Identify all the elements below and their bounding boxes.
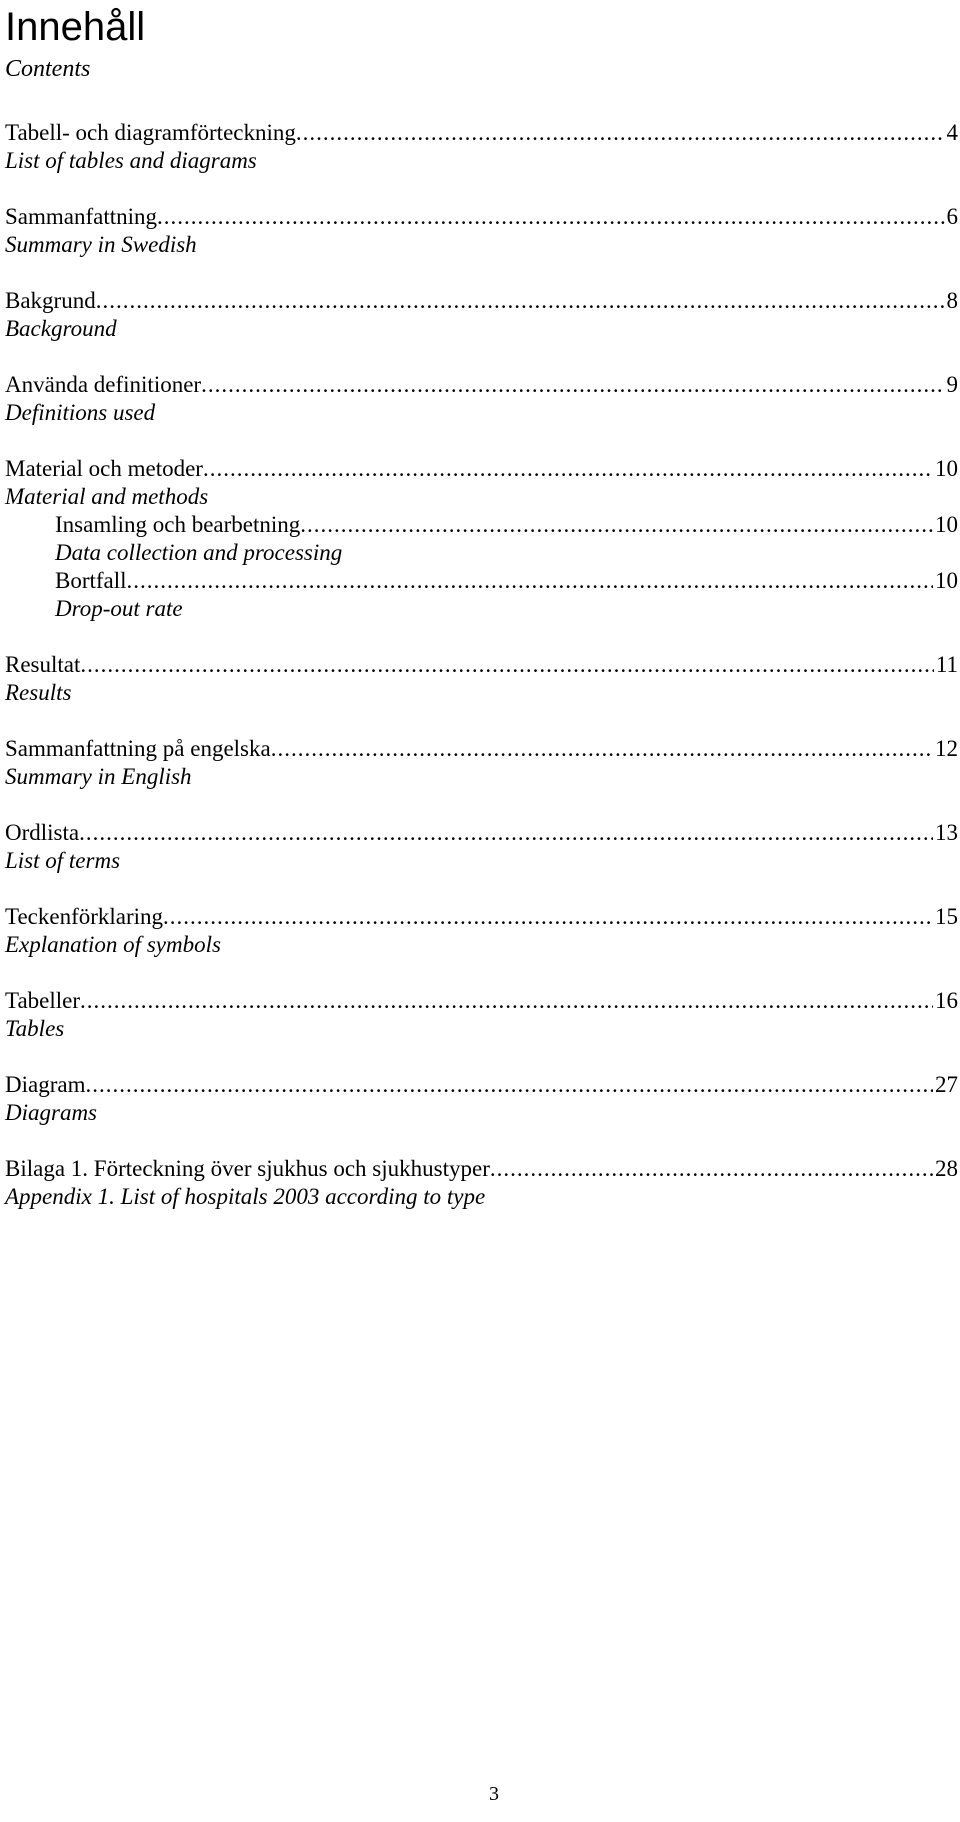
dot-leader [80, 987, 933, 1015]
toc-entry-english-title: Drop-out rate [55, 596, 183, 621]
toc-entry-page-number: 4 [946, 120, 958, 145]
toc-entry-title: Teckenförklaring [5, 904, 164, 929]
page-title: Innehåll [5, 5, 146, 49]
toc-entry-english-title: Definitions used [5, 400, 156, 425]
toc-entry[interactable] [5, 203, 960, 259]
page-subtitle: Contents [5, 56, 91, 82]
toc-entry-title: Bakgrund [5, 288, 96, 313]
toc-entry-english-title: Summary in English [5, 764, 192, 789]
toc-entry-page-number: 16 [935, 988, 958, 1013]
toc-entry-page-number: 11 [935, 652, 958, 677]
dot-leader [490, 1155, 933, 1183]
toc-entry-title: Bilaga 1. Förteckning över sjukhus och sjukhustyper [5, 1156, 490, 1181]
toc-entry-title: Sammanfattning [5, 204, 158, 229]
toc-entry-page-number: 10 [935, 456, 958, 481]
toc-entry[interactable] [5, 287, 960, 343]
toc-entry-english-title: Appendix 1. List of hospitals 2003 according to type [5, 1184, 486, 1209]
toc-entry-english-title: Explanation of symbols [5, 932, 221, 957]
table-of-contents [5, 119, 960, 1211]
dot-leader [296, 119, 945, 147]
toc-entry-english-title: Tables [5, 1016, 65, 1041]
toc-entry-page-number: 9 [946, 372, 958, 397]
toc-entry[interactable] [5, 735, 960, 791]
toc-entry[interactable] [5, 511, 960, 567]
toc-entry-title: Sammanfattning på engelska [5, 736, 271, 761]
toc-entry-line [55, 511, 958, 539]
toc-entry-page-number: 15 [935, 904, 958, 929]
toc-entry-title: Ordlista [5, 820, 80, 845]
toc-entry-line [5, 119, 958, 147]
toc-entry-line [5, 903, 958, 931]
toc-entry-english-title: List of terms [5, 848, 121, 873]
toc-entry-english-title: Results [5, 680, 72, 705]
toc-entry-title: Tabeller [5, 988, 81, 1013]
toc-entry-page-number: 10 [935, 512, 958, 537]
page-number: 3 [489, 1783, 499, 1805]
dot-leader [127, 567, 933, 595]
toc-entry-line [55, 567, 958, 595]
toc-entry-page-number: 8 [946, 288, 958, 313]
toc-entry[interactable] [5, 651, 960, 707]
toc-entry-line [5, 1155, 958, 1183]
dot-leader [157, 203, 944, 231]
dot-leader [163, 903, 933, 931]
toc-entry-title: Resultat [5, 652, 81, 677]
page-number-footer [0, 1782, 960, 1806]
toc-entry-line [5, 819, 958, 847]
toc-entry[interactable] [5, 819, 960, 875]
toc-entry[interactable] [5, 1071, 960, 1127]
toc-entry-title: Tabell- och diagramförteckning [5, 120, 296, 145]
dot-leader [201, 371, 944, 399]
toc-entry-title: Diagram [5, 1072, 86, 1097]
toc-entry-page-number: 28 [935, 1156, 958, 1181]
toc-entry[interactable] [5, 1155, 960, 1211]
toc-entry[interactable] [5, 567, 960, 623]
toc-entry-line [5, 371, 958, 399]
toc-entry-english-title: Summary in Swedish [5, 232, 197, 257]
toc-entry-english-title: Diagrams [5, 1100, 98, 1125]
toc-entry-title: Material och metoder [5, 456, 203, 481]
toc-entry-english-title: Material and methods [5, 484, 209, 509]
toc-entry-page-number: 10 [935, 568, 958, 593]
toc-entry-line [5, 455, 958, 483]
dot-leader [80, 651, 933, 679]
toc-entry-line [5, 287, 958, 315]
toc-entry-page-number: 13 [935, 820, 958, 845]
toc-entry-line [5, 735, 958, 763]
dot-leader [85, 1071, 933, 1099]
toc-entry-page-number: 6 [946, 204, 958, 229]
toc-entry-english-title: Data collection and processing [55, 540, 343, 565]
toc-entry-page-number: 27 [935, 1072, 958, 1097]
toc-entry-line [5, 651, 958, 679]
toc-entry-page-number: 12 [935, 736, 958, 761]
toc-entry-line [5, 203, 958, 231]
dot-leader [96, 287, 945, 315]
toc-entry-line [5, 1071, 958, 1099]
toc-entry[interactable] [5, 903, 960, 959]
toc-entry[interactable] [5, 371, 960, 427]
toc-entry-title: Insamling och bearbetning [55, 512, 301, 537]
toc-entry-english-title: Background [5, 316, 117, 341]
dot-leader [300, 511, 933, 539]
toc-entry[interactable] [5, 119, 960, 175]
dot-leader [79, 819, 933, 847]
toc-entry[interactable] [5, 987, 960, 1043]
toc-entry-title: Använda definitioner [5, 372, 202, 397]
toc-entry-english-title: List of tables and diagrams [5, 148, 257, 173]
toc-entry-title: Bortfall [55, 568, 127, 593]
toc-entry[interactable] [5, 455, 960, 511]
dot-leader [203, 455, 933, 483]
toc-entry-line [5, 987, 958, 1015]
dot-leader [271, 735, 933, 763]
